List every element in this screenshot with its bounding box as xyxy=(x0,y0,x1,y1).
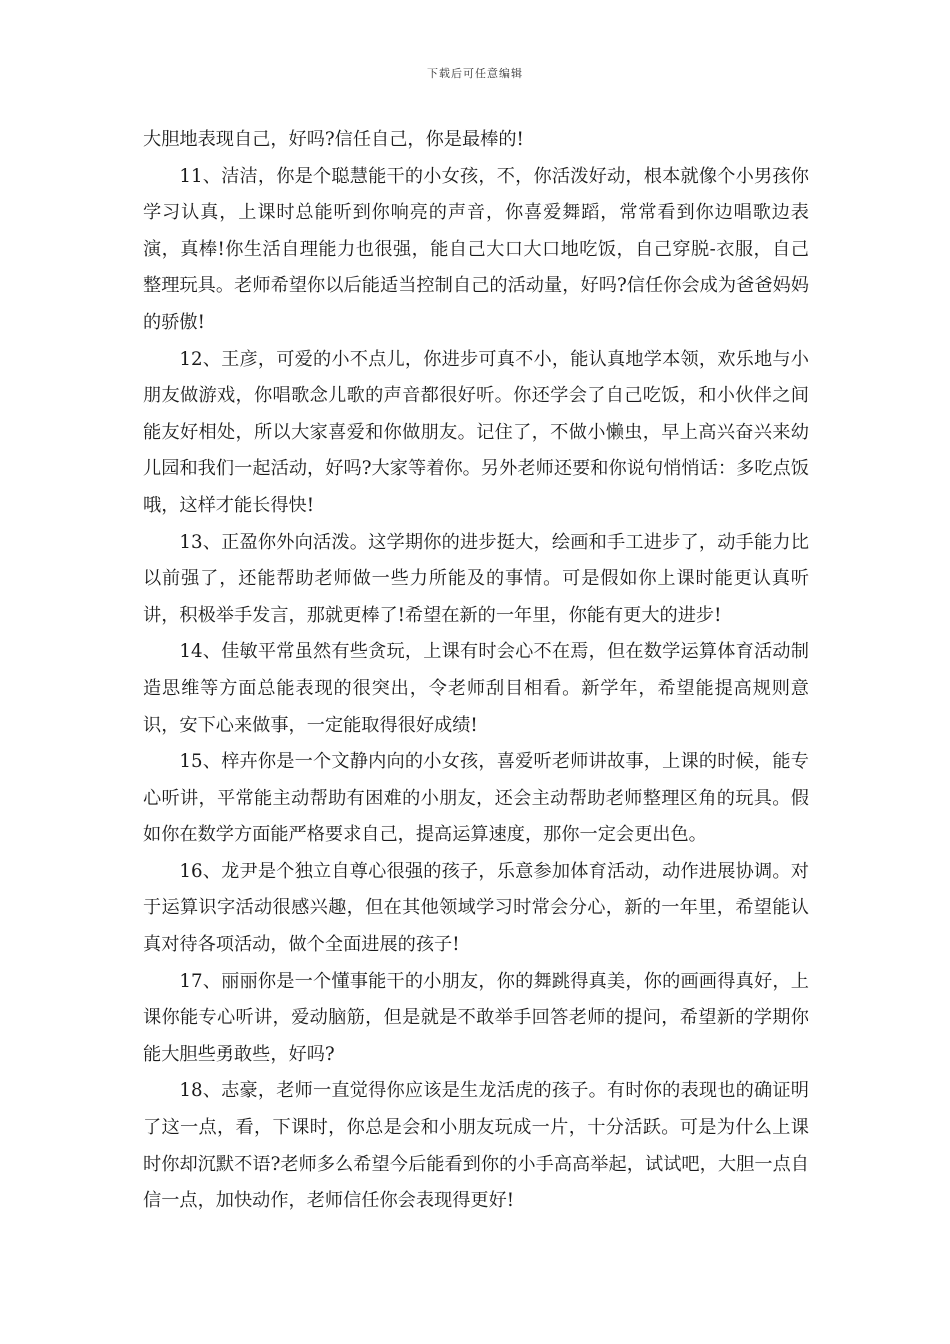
paragraph-continuation: 大胆地表现自己，好吗?信任自己，你是最棒的! xyxy=(143,129,524,150)
paragraph-comment-17: 17、丽丽你是一个懂事能干的小朋友，你的舞跳得真美，你的画画得真好，上课你能专心听讲，爱动脑筋，但是就是不敢举手回答老师的提问，希望新的学期你能大胆些勇敢些，好吗? xyxy=(143,970,809,1065)
paragraph-comment-18: 18、志豪，老师一直觉得你应该是生龙活虎的孩子。有时你的表现也的确证明了这一点，看，下课时，你总是会和小朋友玩成一片，十分活跃。可是为什么上课时你却沉默不语?老师多么希望今后能看到你的小手高高举起，试试吧，大胆一点自信一点，加快动作，老师信任你会表现得更好! xyxy=(143,1080,809,1212)
page-header-note: 下载后可任意编辑 xyxy=(427,67,523,80)
document-body xyxy=(143,122,809,1220)
paragraph-comment-11: 11、洁洁，你是个聪慧能干的小女孩，不，你活泼好动，根本就像个小男孩你学习认真，上课时总能听到你响亮的声音，你喜爱舞蹈，常常看到你边唱歌边表演，真棒!你生活自理能力也很强，能自己大口大口地吃饭，自己穿脱-衣服，自己整理玩具。老师希望你以后能适当控制自己的活动量，好吗?信任你会成为爸爸妈妈的骄傲! xyxy=(143,165,809,333)
paragraph-comment-13: 13、正盈你外向活泼。这学期你的进步挺大，绘画和手工进步了，动手能力比以前强了，还能帮助老师做一些力所能及的事情。可是假如你上课时能更认真听讲，积极举手发言，那就更棒了!希望在新的一年里，你能有更大的进步! xyxy=(143,531,809,626)
paragraph-comment-12: 12、王彦，可爱的小不点儿，你进步可真不小，能认真地学本领，欢乐地与小朋友做游戏，你唱歌念儿歌的声音都很好听。你还学会了自己吃饭，和小伙伴之间能友好相处，所以大家喜爱和你做朋友。记住了，不做小懒虫，早上高兴奋兴来幼儿园和我们一起活动，好吗?大家等着你。另外老师还要和你说句悄悄话：多吃点饭哦，这样才能长得快! xyxy=(143,348,809,516)
paragraph-comment-15: 15、梓卉你是一个文静内向的小女孩，喜爱听老师讲故事，上课的时候，能专心听讲，平常能主动帮助有困难的小朋友，还会主动帮助老师整理区角的玩具。假如你在数学方面能严格要求自己，提高运算速度，那你一定会更出色。 xyxy=(143,751,809,846)
paragraph-comment-16: 16、龙尹是个独立自尊心很强的孩子，乐意参加体育活动，动作进展协调。对于运算识字活动很感兴趣，但在其他领域学习时常会分心，新的一年里，希望能认真对待各项活动，做个全面进展的孩子! xyxy=(143,860,809,956)
paragraph-comment-14: 14、佳敏平常虽然有些贪玩，上课有时会心不在焉，但在数学运算体育活动制造思维等方面总能表现的很突出，令老师刮目相看。新学年，希望能提高规则意识，安下心来做事，一定能取得很好成绩! xyxy=(143,641,809,736)
